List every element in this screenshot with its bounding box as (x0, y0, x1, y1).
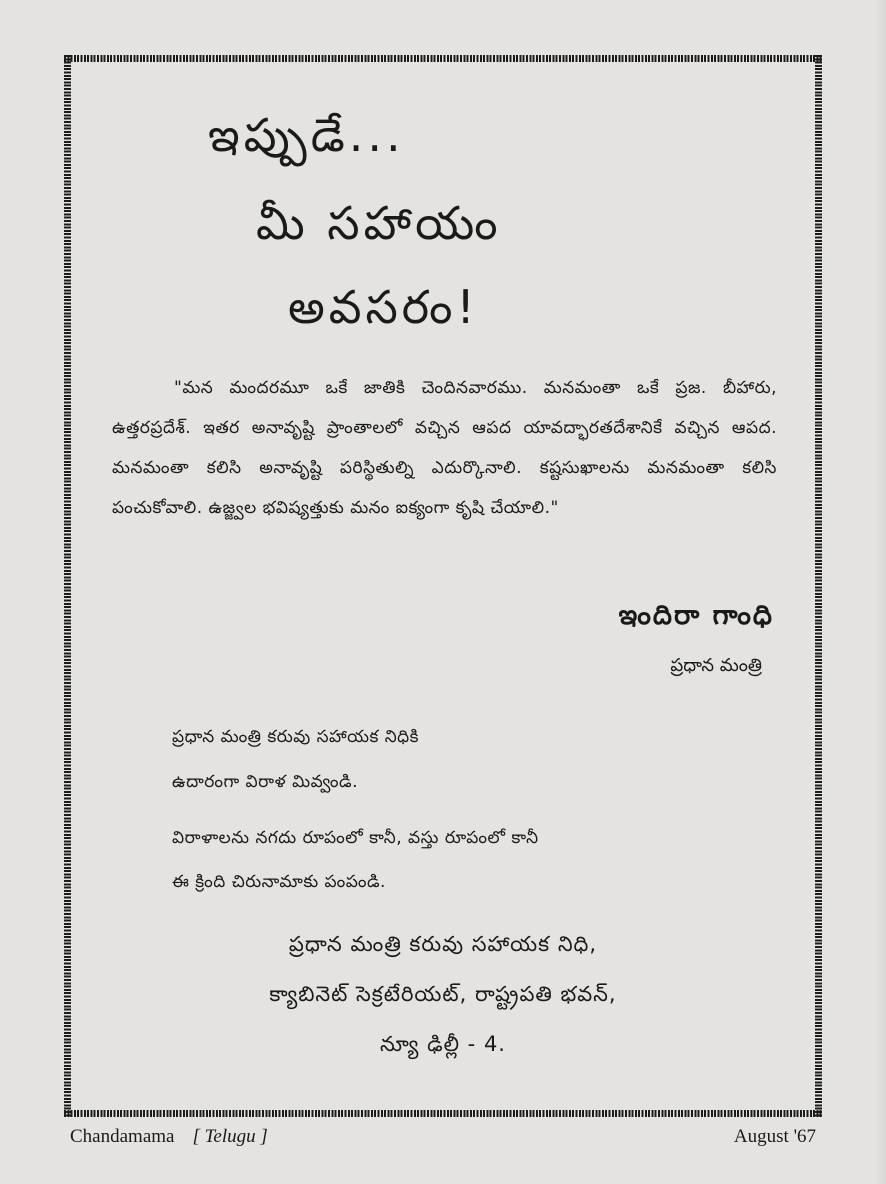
appeal-line-3: విరాళాలను నగదు రూపంలో కానీ, వస్తు రూపంలో కానీ (172, 828, 539, 848)
prime-minister-quote: "మన మందరమూ ఒకే జాతికి చెందినవారము. మనమంతా ఒకే ప్రజ. బీహారు, ఉత్తరప్రదేశ్. ఇతర అనావృష్టి ప్రాంతాలలో వచ్చిన ఆపద యావద్భారతదేశానికే వచ్చిన ఆపద. మనమంతా కలిసి అనావృష్టి పరిస్థితుల్ని ఎదుర్కొనాలి. కష్టసుఖాలను మనమంతా కలిసి పంచుకోవాలి. ఉజ్జ్వల భవిష్యత్తుకు మనం ఐక్యంగా కృషి చేయాలి." (112, 378, 777, 518)
address-line-3: న్యూ ఢిల్లీ - 4. (380, 1032, 506, 1056)
headline-line-3: అవసరం! (288, 280, 479, 334)
headline-line-1: ఇప్పుడే... (208, 108, 405, 162)
paper-edge (876, 0, 886, 1184)
address-line-2: క్యాబినెట్ సెక్రటేరియట్, రాష్ట్రపతి భవన్, (269, 982, 617, 1006)
border-bottom (64, 1110, 822, 1117)
footer-edition: [ Telugu ] (192, 1126, 268, 1147)
footer-magazine-name: Chandamama (70, 1126, 175, 1147)
footer-publication (70, 1126, 268, 1148)
appeal-line-1: ప్రధాన మంత్రి కరువు సహాయక నిధికి (172, 727, 420, 747)
appeal-line-2: ఉదారంగా విరాళ మివ్వండి. (172, 772, 358, 792)
appeal-line-4: ఈ క్రింది చిరునామాకు పంపండి. (172, 872, 386, 892)
quote-signature: ఇందిరా గాంధి (618, 600, 774, 631)
headline-line-2: మీ సహాయం (256, 196, 502, 250)
address-line-1: ప్రధాన మంత్రి కరువు సహాయక నిధి, (288, 932, 598, 956)
border-top (64, 55, 822, 62)
footer-date: August '67 (733, 1126, 816, 1147)
signatory-designation: ప్రధాన మంత్రి (670, 655, 762, 676)
